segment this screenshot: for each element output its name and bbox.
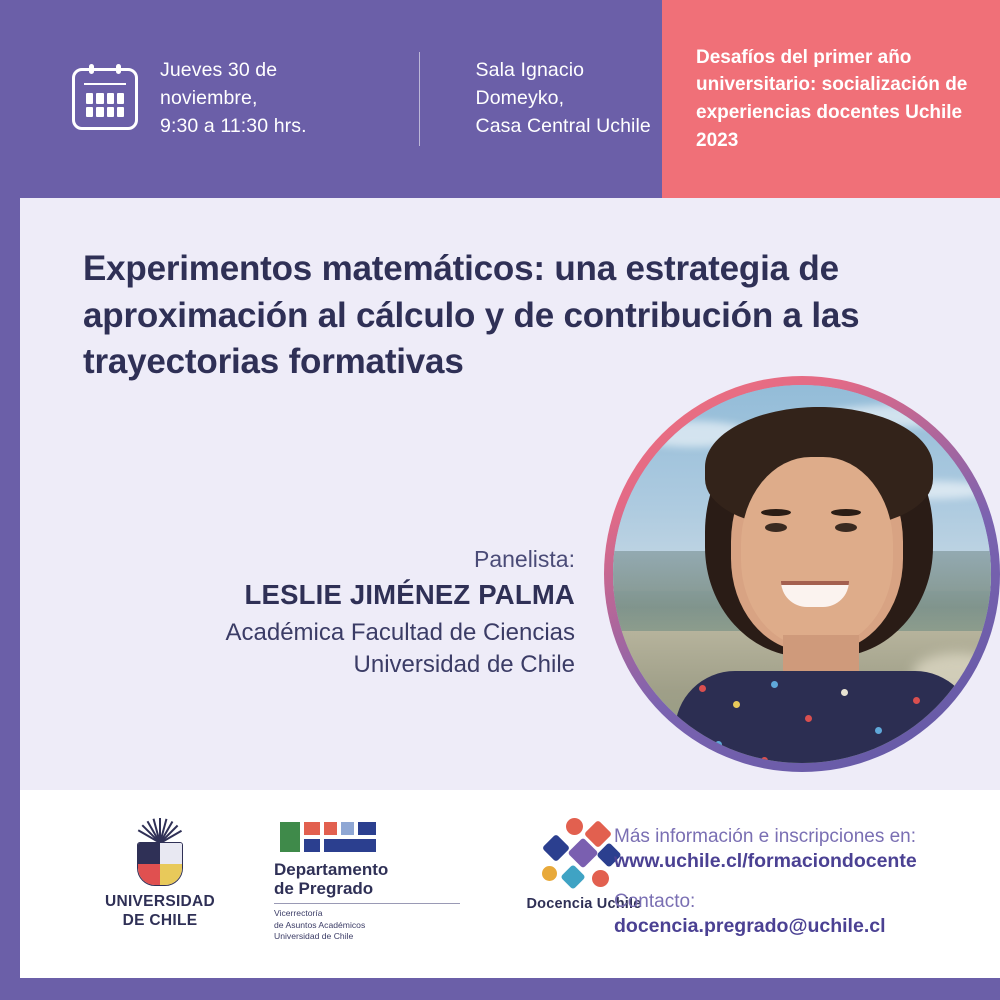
panelist-block — [145, 546, 575, 682]
contact-email[interactable]: docencia.pregrado@uchile.cl — [614, 915, 886, 937]
body-panel — [20, 198, 1000, 790]
info-label: Más información e inscripciones en: — [614, 826, 917, 847]
shield-icon — [137, 842, 183, 886]
logo-group — [90, 818, 664, 943]
divider — [274, 903, 460, 904]
panelist-affiliation-2: Universidad de Chile — [353, 651, 575, 679]
header-right — [662, 0, 1000, 198]
uchile-name-line2: DE CHILE — [122, 912, 198, 930]
universidad-de-chile-logo — [90, 818, 230, 931]
event-time: 9:30 a 11:30 hrs. — [160, 114, 307, 137]
panelist-label: Panelista: — [473, 546, 575, 572]
page-title: Experimentos matemáticos: una estrategia de aproximación al cálculo y de contribución a las trayectorias formativas — [83, 249, 860, 382]
contact-block — [614, 826, 917, 938]
star-icon — [138, 818, 182, 844]
header-left — [20, 0, 662, 198]
departamento-sub3: Universidad de Chile — [274, 931, 354, 942]
departamento-line1: Departamento — [274, 860, 389, 879]
departamento-pregrado-logo — [274, 818, 460, 943]
departamento-sub1: Vicerrectoría — [274, 908, 323, 919]
event-venue — [476, 57, 662, 140]
event-date: Jueves 30 de noviembre, — [160, 59, 278, 110]
venue-building: Casa Central Uchile — [475, 114, 651, 137]
series-title: Desafíos del primer año universitario: socialización de experiencias docentes Uchile 2023 — [696, 46, 968, 151]
calendar-icon — [72, 68, 138, 130]
departamento-mark-icon — [280, 820, 410, 854]
footer-panel — [20, 790, 1000, 978]
uchile-crest-icon — [129, 818, 191, 886]
info-url[interactable]: www.uchile.cl/formaciondocente — [614, 850, 917, 872]
docencia-name: Docencia Uchile — [526, 896, 642, 912]
contact-label: Contacto: — [614, 891, 696, 912]
panelist-name: LESLIE JIMÉNEZ PALMA — [244, 579, 575, 610]
venue-room: Sala Ignacio Domeyko, — [475, 59, 585, 110]
departamento-sub2: de Asuntos Académicos — [274, 919, 366, 930]
avatar — [604, 376, 1000, 772]
panelist-affiliation-1: Académica Facultad de Ciencias — [225, 619, 575, 646]
avatar-image — [613, 385, 991, 763]
departamento-line2: de Pregrado — [274, 879, 374, 899]
header-divider — [419, 52, 420, 146]
event-datetime — [160, 57, 363, 140]
header-band — [20, 0, 1000, 198]
uchile-name-line1: UNIVERSIDAD — [104, 893, 216, 910]
